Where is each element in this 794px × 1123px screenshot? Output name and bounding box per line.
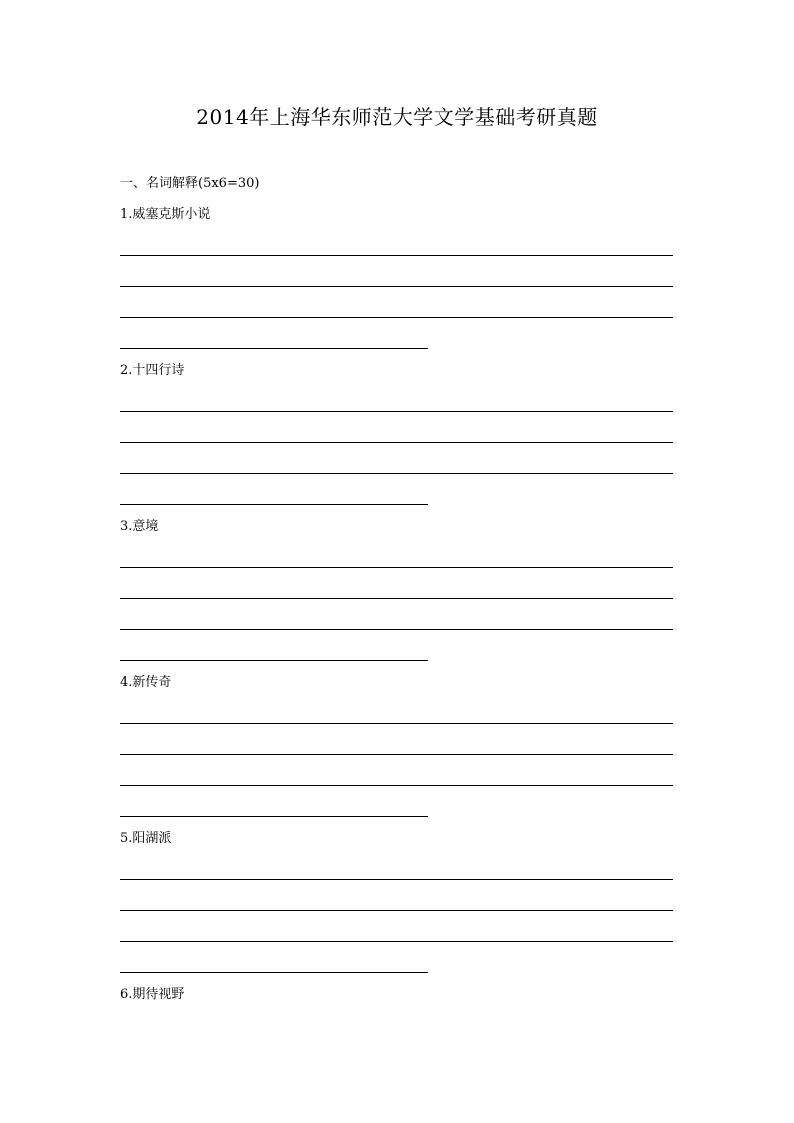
answer-line[interactable] [120, 442, 673, 443]
answer-line[interactable] [120, 785, 673, 786]
answer-line[interactable] [120, 879, 673, 880]
question-label: 5.阳湖派 [120, 831, 172, 846]
answer-line[interactable] [120, 598, 673, 599]
answer-line[interactable] [120, 504, 428, 505]
answer-line[interactable] [120, 473, 673, 474]
question-label: 4.新传奇 [120, 675, 172, 690]
answer-line[interactable] [120, 348, 428, 349]
answer-line[interactable] [120, 660, 428, 661]
answer-line[interactable] [120, 816, 428, 817]
question-label: 1.威塞克斯小说 [120, 207, 211, 222]
answer-line[interactable] [120, 754, 673, 755]
answer-line[interactable] [120, 629, 673, 630]
answer-line[interactable] [120, 567, 673, 568]
question-label: 3.意境 [120, 519, 159, 534]
question-label: 6.期待视野 [120, 987, 185, 1002]
question-label: 2.十四行诗 [120, 363, 185, 378]
page-title: 2014年上海华东师范大学文学基础考研真题 [196, 105, 598, 129]
answer-line[interactable] [120, 723, 673, 724]
answer-line[interactable] [120, 411, 673, 412]
answer-line[interactable] [120, 972, 428, 973]
answer-line[interactable] [120, 317, 673, 318]
answer-line[interactable] [120, 910, 673, 911]
answer-line[interactable] [120, 255, 673, 256]
answer-line[interactable] [120, 286, 673, 287]
answer-line[interactable] [120, 941, 673, 942]
section-header: 一、名词解释(5x6=30) [120, 176, 260, 191]
